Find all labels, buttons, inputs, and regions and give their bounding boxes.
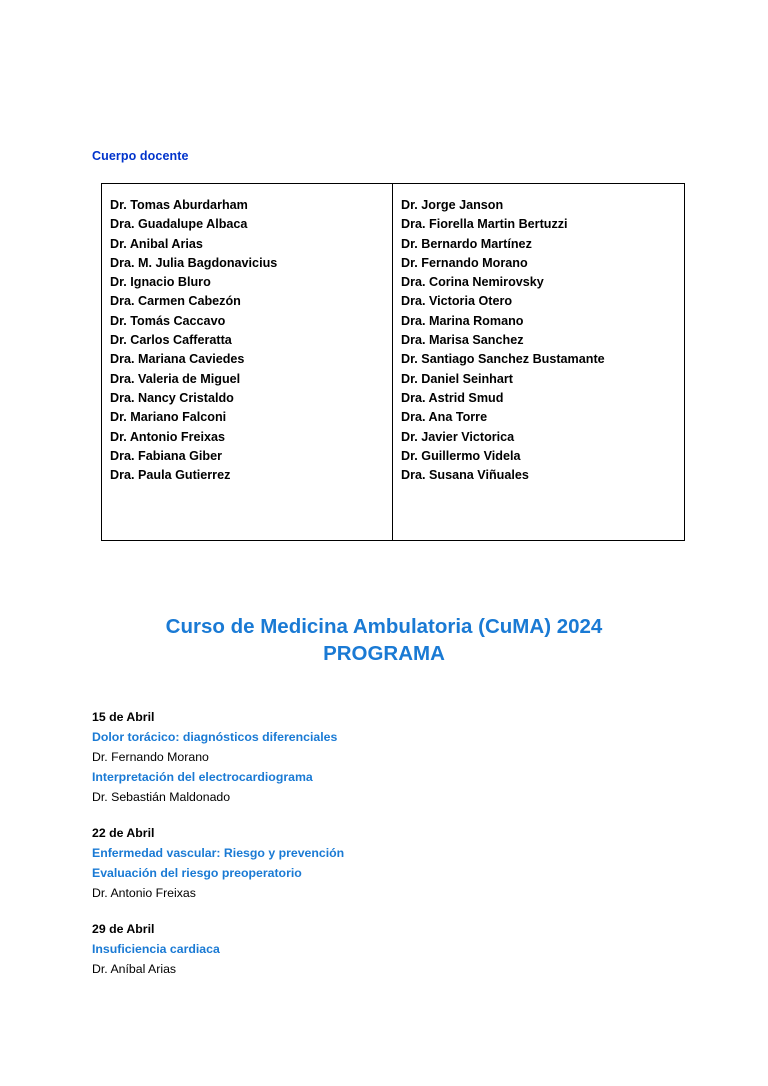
faculty-name: Dr. Tomas Aburdarham (110, 198, 248, 212)
course-title-line2: PROGRAMA (323, 642, 445, 665)
faculty-name: Dr. Javier Victorica (401, 429, 515, 444)
faculty-table (101, 183, 685, 541)
faculty-name: Dr. Ignacio Bluro (110, 275, 211, 290)
faculty-name: Dra. Guadalupe Albaca (110, 217, 248, 232)
faculty-name: Dra. Fabiana Giber (110, 448, 222, 463)
program-speaker: Dr. Antonio Freixas (92, 886, 196, 900)
faculty-name: Dr. Antonio Freixas (110, 429, 225, 444)
faculty-name: Dra. Paula Gutierrez (110, 468, 231, 483)
program-topic: Interpretación del electrocardiograma (92, 770, 313, 784)
faculty-name: Dra. Ana Torre (401, 410, 488, 425)
faculty-name: Dra. Victoria Otero (401, 294, 513, 309)
faculty-name: Dr. Mariano Falconi (110, 410, 227, 425)
program-speaker: Dr. Aníbal Arias (92, 962, 177, 976)
faculty-name: Dr. Daniel Seinhart (401, 371, 513, 386)
program-topic: Insuficiencia cardiaca (92, 942, 220, 956)
faculty-name: Dra. Carmen Cabezón (110, 294, 241, 309)
program-topic: Enfermedad vascular: Riesgo y prevención (92, 846, 345, 860)
program-block (92, 823, 672, 903)
faculty-name: Dr. Tomás Caccavo (110, 313, 226, 328)
faculty-name: Dr. Anibal Arias (110, 236, 203, 251)
faculty-name: Dra. Susana Viñuales (401, 468, 529, 483)
program-date: 29 de Abril (92, 922, 155, 936)
faculty-name: Dra. Nancy Cristaldo (110, 390, 234, 405)
faculty-name: Dra. Valeria de Miguel (110, 371, 241, 386)
faculty-name: Dr. Guillermo Videla (401, 448, 521, 463)
program-block (92, 919, 672, 979)
faculty-name: Dr. Bernardo Martínez (401, 236, 532, 251)
program-speaker: Dr. Fernando Morano (92, 750, 209, 764)
faculty-name: Dr. Carlos Cafferatta (110, 333, 232, 348)
faculty-column-right (393, 184, 684, 540)
program-speaker: Dr. Sebastián Maldonado (92, 790, 231, 804)
faculty-column-left (102, 184, 393, 540)
faculty-name: Dra. Marina Romano (401, 313, 524, 328)
faculty-name: Dra. Marisa Sanchez (401, 333, 524, 348)
faculty-section-heading: Cuerpo docente (92, 149, 189, 163)
program-topic: Evaluación del riesgo preoperatorio (92, 866, 302, 880)
program-date: 22 de Abril (92, 826, 155, 840)
faculty-name: Dra. M. Julia Bagdonavicius (110, 255, 278, 270)
faculty-name: Dra. Mariana Caviedes (110, 352, 245, 367)
faculty-name: Dr. Fernando Morano (401, 255, 528, 270)
program-date: 15 de Abril (92, 710, 155, 724)
program-list (92, 707, 672, 995)
faculty-name: Dra. Corina Nemirovsky (401, 275, 544, 290)
program-topic: Dolor torácico: diagnósticos diferenciales (92, 730, 338, 744)
program-block (92, 707, 672, 807)
faculty-name: Dr. Jorge Janson (401, 198, 504, 212)
course-title-line1: Curso de Medicina Ambulatoria (CuMA) 2024 (165, 615, 603, 638)
course-title (0, 613, 768, 667)
faculty-name: Dra. Fiorella Martin Bertuzzi (401, 217, 568, 232)
faculty-name: Dra. Astrid Smud (401, 390, 504, 405)
faculty-name: Dr. Santiago Sanchez Bustamante (401, 352, 605, 367)
